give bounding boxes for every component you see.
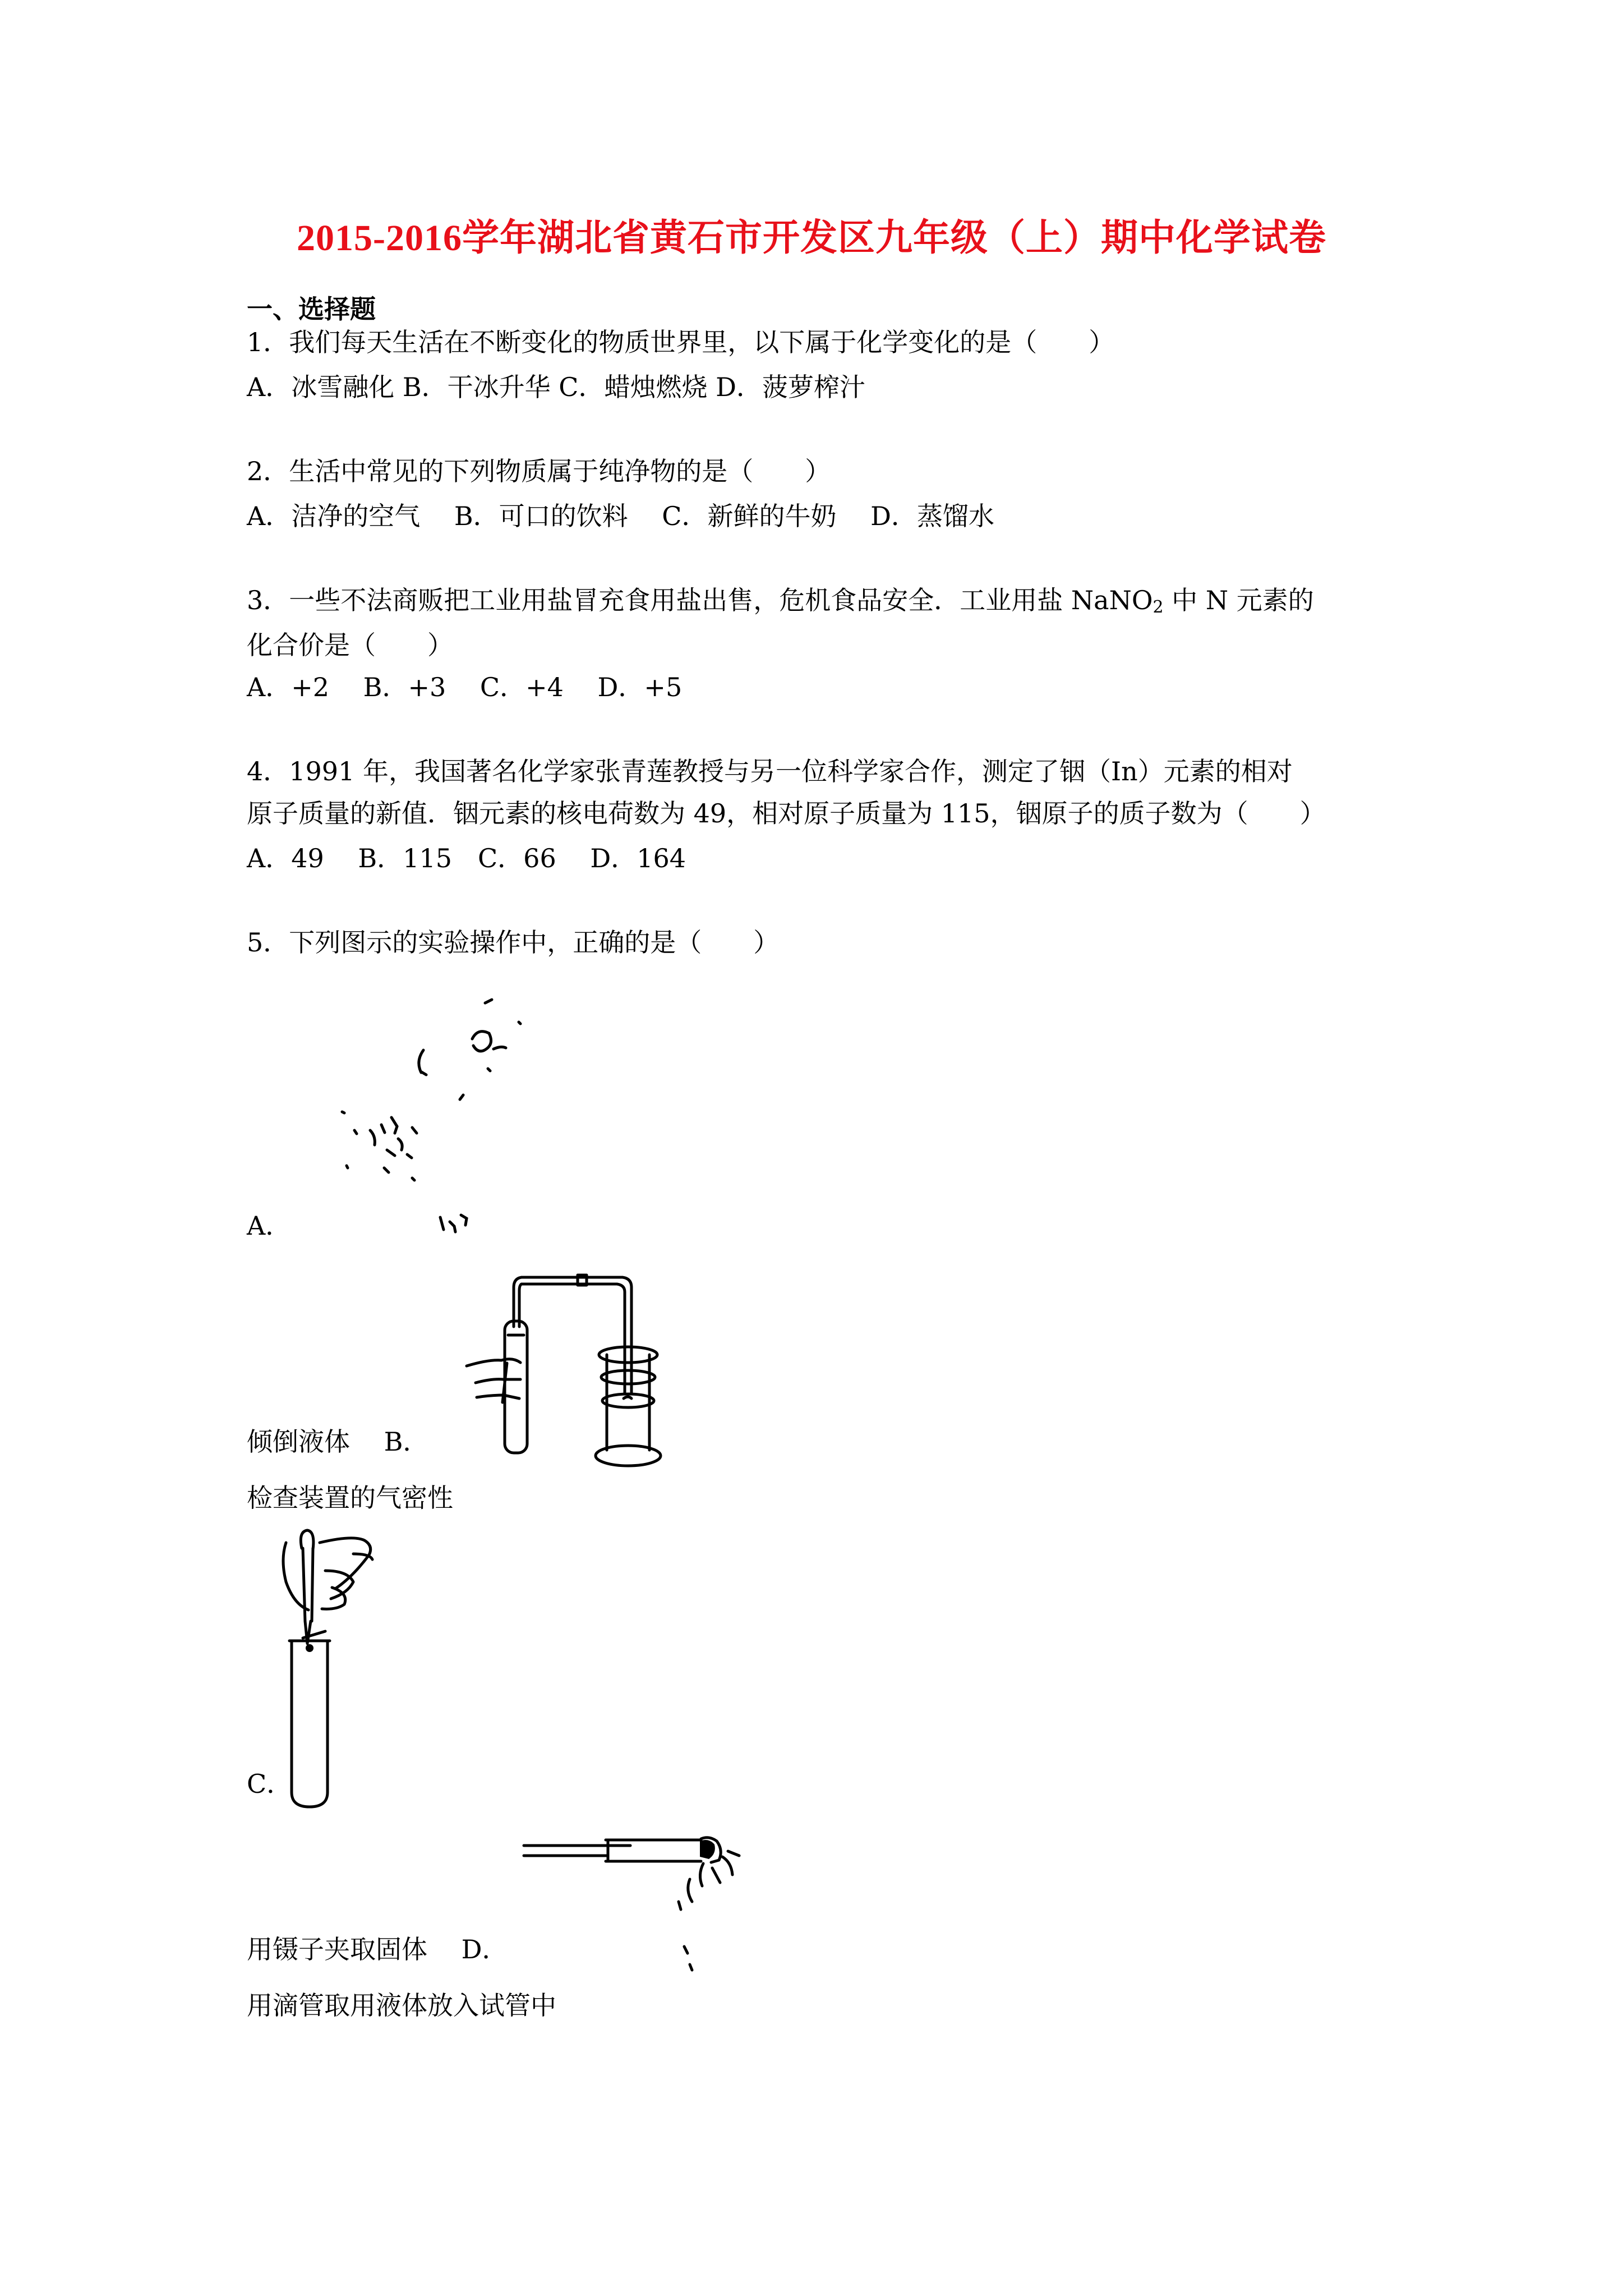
- question-3-options: A．+2 B．+3 C．+4 D．+5: [247, 672, 683, 702]
- question-5-stem: 5．下列图示的实验操作中，正确的是（ ）: [247, 927, 780, 958]
- option-c-caption: 用镊子夹取固体 D．: [247, 1934, 508, 1964]
- option-c-letter: C．: [247, 1769, 293, 1799]
- option-a-letter: A．: [247, 1211, 292, 1241]
- question-1-options: A．冰雪融化 B．干冰升华 C．蜡烛燃烧 D．菠萝榨汁: [247, 372, 865, 402]
- section-heading: 一、选择题: [247, 294, 376, 324]
- option-b-letter: B．: [384, 1427, 429, 1457]
- question-2-options: A．洁净的空气 B．可口的饮料 C．新鲜的牛奶 D．蒸馏水: [247, 501, 994, 531]
- question-4-options: A．49 B．115 C．66 D．164: [247, 843, 686, 873]
- option-a-caption: 倾倒液体 B．: [247, 1427, 429, 1457]
- question-4-stem-line1: 4．1991 年，我国著名化学家张青莲教授与另一位科学家合作，测定了铟（In）元素的相对: [247, 756, 1293, 786]
- exam-title: 2015-2016学年湖北省黄石市开发区九年级（上）期中化学试卷: [297, 218, 1326, 259]
- question-4-stem-line2: 原子质量的新值．铟元素的核电荷数为 49，相对原子质量为 115，铟原子的质子数为（ ）: [247, 798, 1326, 829]
- airtightness-check-figure: [460, 1271, 695, 1473]
- option-b-caption: 检查装置的气密性: [247, 1483, 453, 1513]
- option-d-caption: 用滴管取用液体放入试管中: [247, 1990, 556, 2021]
- pouring-liquid-figure: [292, 987, 583, 1245]
- question-3-stem-line1: 3．一些不法商贩把工业用盐冒充食用盐出售，危机食品安全．工业用盐 NaNO$_2$ 中 N 元素的: [247, 585, 1314, 617]
- tweezers-figure: [522, 1834, 746, 1980]
- question-2-stem: 2．生活中常见的下列物质属于纯净物的是（ ）: [247, 456, 831, 486]
- question-3-stem-line2: 化合价是（ ）: [247, 630, 453, 660]
- option-d-letter: D．: [461, 1934, 508, 1964]
- question-1-stem: 1．我们每天生活在不断变化的物质世界里，以下属于化学变化的是（ ）: [247, 327, 1115, 357]
